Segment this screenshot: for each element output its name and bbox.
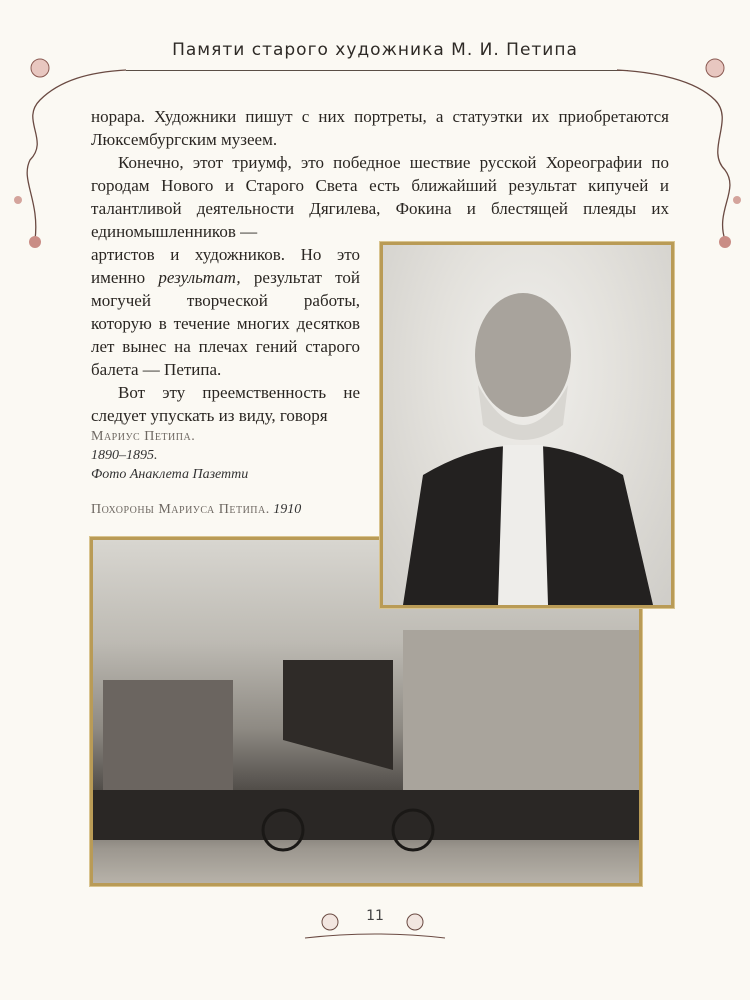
running-header: Памяти старого художника М. И. Петипа (172, 40, 578, 60)
paragraph: норара. Художники пишут с них портреты, а статуэтки их приобретаются Люксембургским музеем. (91, 107, 669, 149)
body-text-column (91, 243, 360, 427)
paragraph (91, 243, 360, 381)
portrait-caption (91, 427, 248, 484)
caption-year: 1910 (273, 502, 302, 517)
paragraph: Вот эту преемственность не следует упускать из виду, говоря (91, 383, 360, 425)
caption-years: 1890–1895. (91, 448, 158, 463)
body-text-full-width (91, 105, 669, 243)
text-run: результат той могучей творческой работы, которую в течение многих десятков лет вынес на плечах гений старого балета — Петипа. (91, 268, 360, 379)
caption-title: Похороны Мариуса Петипа. (91, 502, 270, 517)
text-run: артистов и художников. Но это именно (91, 245, 360, 287)
caption-title: Мариус Петипа. (91, 429, 196, 444)
page-number: 11 (366, 908, 384, 924)
funeral-caption (91, 500, 301, 519)
petipa-portrait-photo (380, 242, 674, 608)
paragraph: Конечно, этот триумф, это победное шествие русской Хореографии по городам Нового и Старого Света есть ближайший результат кипучей и талантливой деятельности Дягилева, Фокина и блестящей плеяды их единомышленников — (91, 153, 669, 241)
caption-credit: Фото Анаклета Пазетти (91, 467, 249, 482)
header-rule (126, 70, 628, 71)
portrait-image (383, 245, 671, 605)
emphasis: результат, (158, 268, 241, 287)
